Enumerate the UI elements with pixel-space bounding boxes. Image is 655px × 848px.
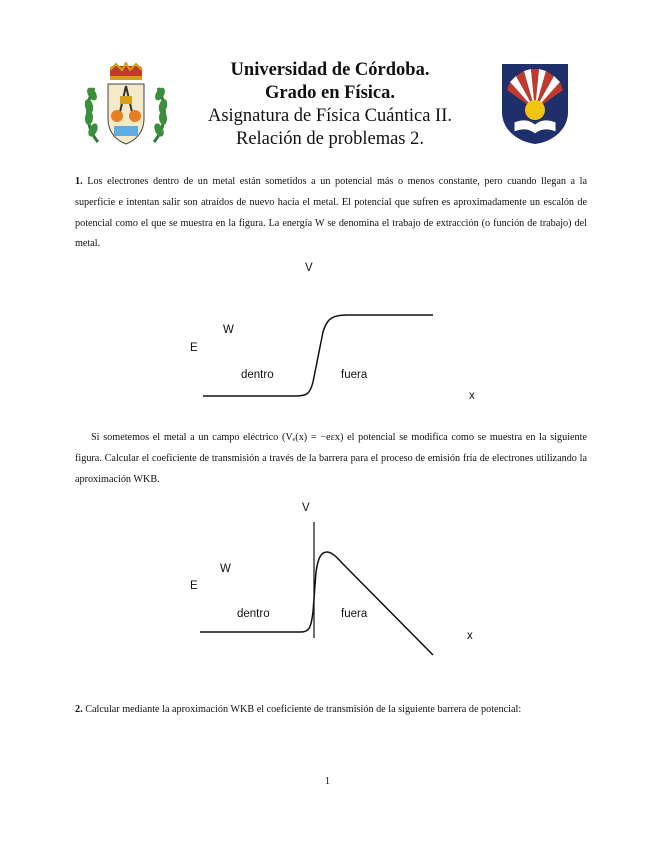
- figure-field-barrier: [175, 500, 495, 660]
- problem-1-continuation: Si sometemos el metal a un campo eléctrico (Vₑ(x) = −eεx) el potencial se modifica como se muestra en la siguiente figura. Calcular el coeficiente de transmisión a través de la barrera para el proceso de emisión fría de electrones utilizando la aproximación WKB.: [75, 432, 587, 485]
- figure2-e-label: E: [190, 580, 198, 592]
- course-name: Asignatura de Física Cuántica II.: [207, 106, 453, 126]
- university-crest-logo: [80, 62, 172, 154]
- university-emblem-logo: [500, 62, 570, 146]
- barrier-potential-curve: [200, 552, 433, 655]
- document-header: [185, 59, 475, 151]
- problem-2-text: [75, 700, 587, 721]
- problem-1-statement: Los electrones dentro de un metal están sometidos a un potencial más o menos constante, pero cuando llegan a la superficie e intentan salir son atraídos de nuevo hacia el metal. El potencial que sufren es aproximadamente un escalón de potencial como el que se muestra en la figura. La energía W se denomina el trabajo de extracción (o función de trabajo) del metal.: [75, 176, 588, 250]
- degree-name: Grado en Física.: [264, 83, 395, 103]
- problem-2-number: 2.: [75, 704, 83, 715]
- figure2-x-label: x: [467, 630, 473, 642]
- figure2-w-label: W: [220, 563, 231, 575]
- figure2-v-label: V: [302, 502, 310, 514]
- sheet-title: Relación de problemas 2.: [235, 129, 425, 149]
- problem-1-text: [75, 172, 587, 255]
- figure-potential-step: [175, 262, 495, 412]
- figure1-x-label: x: [469, 390, 475, 402]
- figure1-outside-label: fuera: [341, 369, 368, 381]
- page-number: 1: [325, 776, 330, 787]
- problem-2-statement: Calcular mediante la aproximación WKB el coeficiente de transmisión de la siguiente barrera de potencial:: [85, 704, 522, 715]
- figure1-w-label: W: [223, 324, 234, 336]
- university-name: Universidad de Córdoba.: [230, 60, 430, 80]
- figure2-outside-label: fuera: [341, 608, 368, 620]
- problem-1-number: 1.: [75, 176, 83, 187]
- figure1-inside-label: dentro: [241, 369, 274, 381]
- step-potential-curve: [203, 315, 433, 396]
- figure1-e-label: E: [190, 342, 198, 354]
- figure2-inside-label: dentro: [237, 608, 270, 620]
- figure1-v-label: V: [305, 262, 313, 274]
